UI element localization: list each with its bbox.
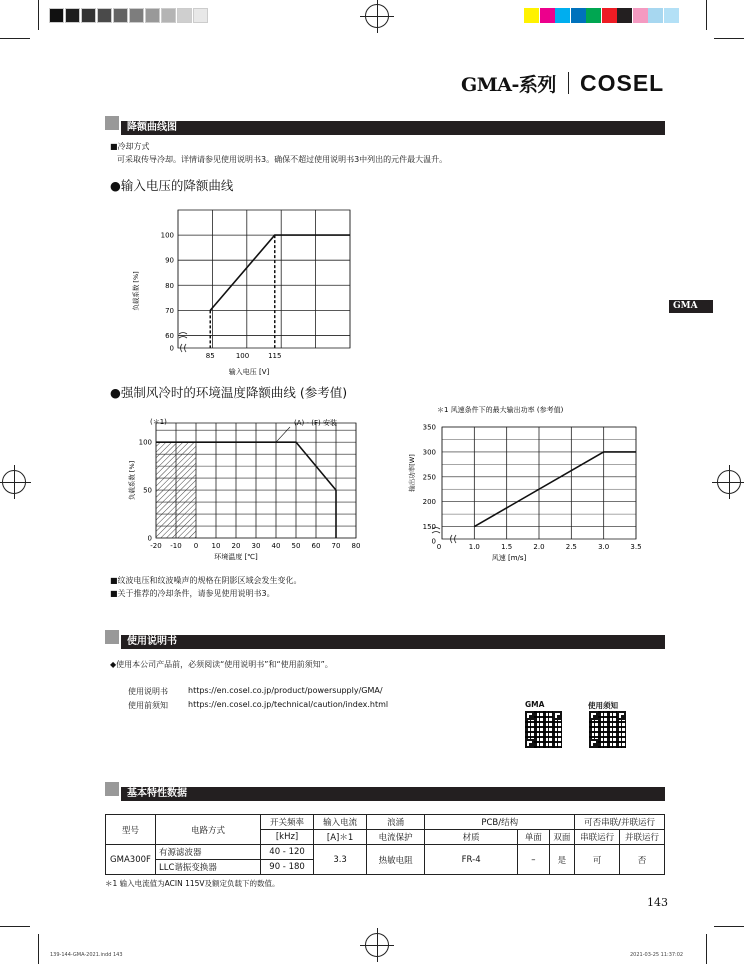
chart2-heading: ●强制风冷时的环境温度降额曲线 (参考值) <box>110 385 348 400</box>
qr-code-caution[interactable] <box>589 711 626 748</box>
x-tick-label: 2.0 <box>533 543 545 551</box>
link-url-caution[interactable]: https://en.cosel.co.jp/technical/caution/index.html <box>188 700 389 709</box>
qr-code-gma[interactable] <box>525 711 562 748</box>
x-tick-label: 3.5 <box>630 543 642 551</box>
crop-mark <box>0 926 30 927</box>
gray-swatch <box>81 8 96 23</box>
section-title-characteristics: 基本特性数据 <box>121 787 665 801</box>
y-tick-label: 50 <box>143 486 152 495</box>
chart-title: ＊1 风速条件下的最大输出功率 (参考值) <box>437 406 564 414</box>
cooling-text: 可采取传导冷却。详情请参见使用说明书3。确保不超过使用说明书3中列出的元件最大温升。 <box>117 155 448 164</box>
th-inrush-protect: 电流保护 <box>367 830 425 845</box>
series-title: GMA-系列 <box>461 74 556 96</box>
cell-single: – <box>518 845 550 875</box>
color-swatch <box>571 8 586 23</box>
cell-freq-1: 40 - 120 <box>261 845 314 860</box>
x-tick-label: 0 <box>193 542 199 550</box>
section-marker <box>105 782 119 796</box>
gray-swatch <box>193 8 208 23</box>
gray-swatch <box>49 8 64 23</box>
th-parallel: 并联运行 <box>620 830 665 845</box>
x-tick-label: 3.0 <box>598 543 610 551</box>
y-tick-label: 90 <box>165 256 174 265</box>
note-cooling: ■关于推荐的冷却条件，请参见使用说明书3。 <box>110 589 275 598</box>
qr-label-caution: 使用须知 <box>588 701 618 710</box>
header-divider <box>568 72 569 94</box>
th-model: 型号 <box>106 815 156 845</box>
y-tick-label: 60 <box>165 331 174 340</box>
section-title-manual: 使用说明书 <box>121 635 665 649</box>
crop-mark <box>714 926 744 927</box>
crop-mark <box>0 38 30 39</box>
x-tick-label: 0 <box>436 543 442 551</box>
th-pcb: PCB/结构 <box>425 815 575 830</box>
cell-model: GMA300F <box>106 845 156 875</box>
gray-swatch <box>177 8 192 23</box>
gray-swatch <box>145 8 160 23</box>
x-tick-label: 50 <box>291 542 301 550</box>
y-tick-label: 0 <box>169 344 174 353</box>
x-tick-label: 30 <box>251 542 261 550</box>
cell-double: 是 <box>549 845 575 875</box>
section-title-derating: 降额曲线图 <box>121 121 665 135</box>
color-swatch <box>617 8 632 23</box>
x-tick-label: 1.0 <box>468 543 480 551</box>
plot-frame <box>178 210 350 348</box>
chart1-heading: ●输入电压的降额曲线 <box>110 178 234 193</box>
section-marker <box>105 630 119 644</box>
gray-swatch <box>129 8 144 23</box>
side-tab: GMA <box>669 300 713 313</box>
x-tick-label: 1.5 <box>501 543 513 551</box>
cell-circuit-1: 有源滤波器 <box>155 845 260 860</box>
cell-parallel: 否 <box>620 845 665 875</box>
th-series-parallel: 可否串联/并联运行 <box>575 815 665 830</box>
link-label-manual: 使用说明书 <box>128 687 168 696</box>
x-tick-label: 40 <box>271 542 281 550</box>
footnote-mark: (＊1) <box>150 418 167 426</box>
x-tick-label: 100 <box>235 352 250 360</box>
x-axis-label: 环境温度 [℃] <box>214 553 258 561</box>
link-label-caution: 使用前须知 <box>128 701 168 710</box>
brand-logo: COSEL <box>580 70 665 96</box>
cell-current: 3.3 <box>314 845 367 875</box>
color-swatch <box>540 8 555 23</box>
x-axis-label: 输入电压 [V] <box>228 368 270 376</box>
x-tick-label: 20 <box>231 542 241 550</box>
th-inrush: 浪涌 <box>367 815 425 830</box>
color-swatch <box>586 8 601 23</box>
th-circuit: 电路方式 <box>155 815 260 845</box>
x-tick-label: 80 <box>351 542 361 550</box>
th-current: 输入电流 <box>314 815 367 830</box>
gray-swatch <box>113 8 128 23</box>
registration-mark-right <box>717 470 741 494</box>
th-series: 串联运行 <box>575 830 620 845</box>
crop-mark <box>706 0 707 30</box>
cell-freq-2: 90 - 180 <box>261 860 314 875</box>
x-tick-label: 85 <box>205 352 215 360</box>
gray-swatch <box>97 8 112 23</box>
y-axis-label: 输出功率[W] <box>408 454 416 492</box>
footer-file: 139-144-GMA-2021.indd 143 <box>50 952 123 958</box>
th-freq: 开关频率 <box>261 815 314 830</box>
y-tick-label: 80 <box>165 281 174 290</box>
x-tick-label: -20 <box>150 542 162 550</box>
cell-circuit-2: LLC谐振变换器 <box>155 860 260 875</box>
table-footnote: ＊1 输入电流值为ACIN 115V及额定负载下的数值。 <box>105 879 280 888</box>
registration-mark-left <box>2 470 26 494</box>
y-tick-label: 0 <box>431 537 436 546</box>
gray-swatch <box>65 8 80 23</box>
crop-mark <box>714 38 744 39</box>
cell-inrush: 热敏电阻 <box>367 845 425 875</box>
note-ripple: ■纹波电压和纹波噪声的规格在阴影区域会发生变化。 <box>110 576 302 585</box>
chart-airflow-output-power <box>400 400 650 565</box>
th-current-unit: [A]＊1 <box>314 830 367 845</box>
color-swatch <box>524 8 539 23</box>
y-tick-label: 100 <box>160 231 174 240</box>
y-tick-label: 100 <box>138 438 152 447</box>
gray-swatch <box>161 8 176 23</box>
annotation-leader <box>276 427 290 442</box>
y-tick-label: 350 <box>422 423 436 432</box>
th-material: 材质 <box>425 830 518 845</box>
x-tick-label: 10 <box>211 542 221 550</box>
qr-label-gma: GMA <box>525 700 545 709</box>
y-tick-label: 70 <box>165 306 174 315</box>
color-swatch <box>555 8 570 23</box>
annotation-label: (A) - (F) 安装 <box>294 419 337 427</box>
th-double: 双面 <box>549 830 575 845</box>
x-axis-label: 风速 [m/s] <box>491 554 527 562</box>
characteristics-table <box>105 814 665 875</box>
color-swatch <box>633 8 648 23</box>
crop-mark <box>38 0 39 30</box>
x-tick-label: -10 <box>170 542 182 550</box>
color-swatch <box>664 8 679 23</box>
crop-mark <box>38 934 39 964</box>
cell-series: 可 <box>575 845 620 875</box>
th-freq-unit: [kHz] <box>261 830 314 845</box>
link-url-manual[interactable]: https://en.cosel.co.jp/product/powersupply/GMA/ <box>188 686 383 695</box>
registration-mark-top <box>365 4 389 28</box>
y-axis-label: 负载系数 [%] <box>128 460 136 501</box>
footer-date: 2021-03-25 11:37:02 <box>630 952 684 958</box>
y-tick-label: 0 <box>147 534 152 543</box>
x-tick-label: 70 <box>331 542 341 550</box>
y-tick-label: 200 <box>422 498 436 507</box>
y-tick-label: 250 <box>422 473 436 482</box>
x-tick-label: 2.5 <box>565 543 577 551</box>
x-tick-label: 60 <box>311 542 321 550</box>
x-tick-label: 115 <box>268 352 282 360</box>
chart-ambient-temperature-derating <box>118 405 368 565</box>
derating-line <box>210 235 350 310</box>
registration-mark-bottom <box>365 933 389 957</box>
cooling-heading: ■冷却方式 <box>110 142 150 151</box>
y-tick-label: 150 <box>422 523 436 532</box>
th-single: 单面 <box>518 830 550 845</box>
y-axis-label: 负载系数 [%] <box>132 271 140 311</box>
chart-input-voltage-derating <box>120 205 360 380</box>
manual-intro: ◆使用本公司产品前，必须阅读“使用说明书”和“使用前须知”。 <box>110 660 333 669</box>
crop-mark <box>706 934 707 964</box>
section-marker <box>105 116 119 130</box>
cell-material: FR-4 <box>425 845 518 875</box>
y-tick-label: 300 <box>422 448 436 457</box>
color-swatch <box>648 8 663 23</box>
color-swatch <box>602 8 617 23</box>
page-number: 143 <box>647 896 668 909</box>
